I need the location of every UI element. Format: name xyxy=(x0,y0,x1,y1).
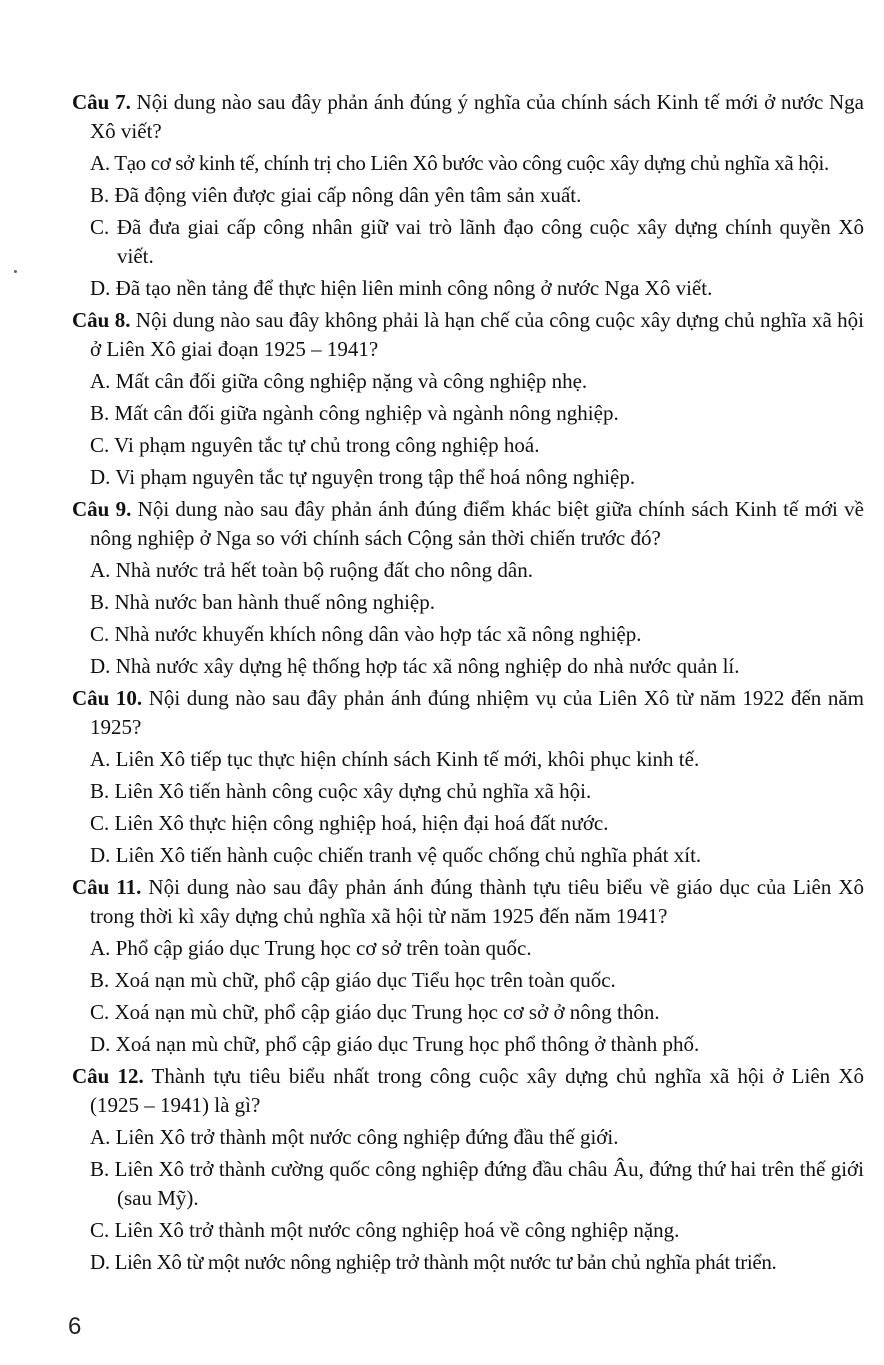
question-block xyxy=(72,684,864,870)
question-text: Nội dung nào sau đây phản ánh đúng ý nghĩa của chính sách Kinh tế mới ở nước Nga Xô viết? xyxy=(90,90,864,143)
answer-option: B. Liên Xô trở thành cường quốc công nghiệp đứng đầu châu Âu, đứng thứ hai trên thế giới (sau Mỹ). xyxy=(90,1157,864,1210)
question-number: Câu 11. xyxy=(72,875,142,899)
answer-option: D. Liên Xô tiến hành cuộc chiến tranh vệ quốc chống chủ nghĩa phát xít. xyxy=(90,843,702,867)
answer-option: B. Mất cân đối giữa ngành công nghiệp và ngành nông nghiệp. xyxy=(90,401,619,425)
answer-option: A. Liên Xô trở thành một nước công nghiệp đứng đầu thế giới. xyxy=(90,1125,619,1149)
answer-option: D. Liên Xô từ một nước nông nghiệp trở thành một nước tư bản chủ nghĩa phát triển. xyxy=(90,1250,777,1274)
answer-option: B. Xoá nạn mù chữ, phổ cập giáo dục Tiểu học trên toàn quốc. xyxy=(90,968,616,992)
answer-option: D. Nhà nước xây dựng hệ thống hợp tác xã nông nghiệp do nhà nước quản lí. xyxy=(90,654,740,678)
question-number: Câu 9. xyxy=(72,497,132,521)
question-number: Câu 8. xyxy=(72,308,131,332)
question-list xyxy=(72,88,864,1280)
answer-option: B. Nhà nước ban hành thuế nông nghiệp. xyxy=(90,590,436,614)
question-text: Nội dung nào sau đây phản ánh đúng thành tựu tiêu biểu về giáo dục của Liên Xô trong thời kì xây dựng chủ nghĩa xã hội từ năm 1925 đến năm 1941? xyxy=(90,875,864,928)
question-block xyxy=(72,88,864,303)
answer-option: C. Nhà nước khuyến khích nông dân vào hợp tác xã nông nghiệp. xyxy=(90,622,642,646)
answer-option: D. Xoá nạn mù chữ, phổ cập giáo dục Trung học phổ thông ở thành phố. xyxy=(90,1032,700,1056)
question-stem xyxy=(72,873,864,931)
question-text: Nội dung nào sau đây phản ánh đúng nhiệm vụ của Liên Xô từ năm 1922 đến năm 1925? xyxy=(90,686,864,739)
question-number: Câu 12. xyxy=(72,1064,144,1088)
question-stem xyxy=(72,88,864,146)
question-block xyxy=(72,306,864,492)
answer-option: C. Xoá nạn mù chữ, phổ cập giáo dục Trung học cơ sở ở nông thôn. xyxy=(90,1000,660,1024)
answer-option: A. Mất cân đối giữa công nghiệp nặng và công nghiệp nhẹ. xyxy=(90,369,588,393)
answer-option: B. Đã động viên được giai cấp nông dân yên tâm sản xuất. xyxy=(90,183,582,207)
answer-option: D. Vi phạm nguyên tắc tự nguyện trong tập thể hoá nông nghiệp. xyxy=(90,465,636,489)
question-stem xyxy=(72,684,864,742)
question-block xyxy=(72,873,864,1059)
question-block xyxy=(72,1062,864,1277)
answer-option: A. Phổ cập giáo dục Trung học cơ sở trên toàn quốc. xyxy=(90,936,532,960)
answer-option: A. Liên Xô tiếp tục thực hiện chính sách Kinh tế mới, khôi phục kinh tế. xyxy=(90,747,700,771)
page-number: 6 xyxy=(68,1313,82,1340)
question-number: Câu 7. xyxy=(72,90,131,114)
answer-option: C. Vi phạm nguyên tắc tự chủ trong công nghiệp hoá. xyxy=(90,433,540,457)
question-text: Thành tựu tiêu biểu nhất trong công cuộc xây dựng chủ nghĩa xã hội ở Liên Xô (1925 – 1941) là gì? xyxy=(90,1064,864,1117)
answer-option: C. Liên Xô trở thành một nước công nghiệp hoá về công nghiệp nặng. xyxy=(90,1218,680,1242)
question-stem xyxy=(72,306,864,364)
answer-option: A. Tạo cơ sở kinh tế, chính trị cho Liên Xô bước vào công cuộc xây dựng chủ nghĩa xã hội. xyxy=(90,151,829,175)
answer-option: D. Đã tạo nền tảng để thực hiện liên minh công nông ở nước Nga Xô viết. xyxy=(90,276,713,300)
question-text: Nội dung nào sau đây phản ánh đúng điểm khác biệt giữa chính sách Kinh tế mới về nông nghiệp ở Nga so với chính sách Cộng sản thời chiến trước đó? xyxy=(90,497,864,550)
answer-option: C. Đã đưa giai cấp công nhân giữ vai trò lãnh đạo công cuộc xây dựng chính quyền Xô viết. xyxy=(90,215,864,268)
answer-option: B. Liên Xô tiến hành công cuộc xây dựng chủ nghĩa xã hội. xyxy=(90,779,592,803)
question-number: Câu 10. xyxy=(72,686,143,710)
question-stem xyxy=(72,495,864,553)
question-stem xyxy=(72,1062,864,1120)
answer-option: A. Nhà nước trả hết toàn bộ ruộng đất cho nông dân. xyxy=(90,558,533,582)
question-text: Nội dung nào sau đây không phải là hạn chế của công cuộc xây dựng chủ nghĩa xã hội ở Liên Xô giai đoạn 1925 – 1941? xyxy=(90,308,864,361)
question-block xyxy=(72,495,864,681)
scan-speck xyxy=(14,270,17,273)
answer-option: C. Liên Xô thực hiện công nghiệp hoá, hiện đại hoá đất nước. xyxy=(90,811,609,835)
